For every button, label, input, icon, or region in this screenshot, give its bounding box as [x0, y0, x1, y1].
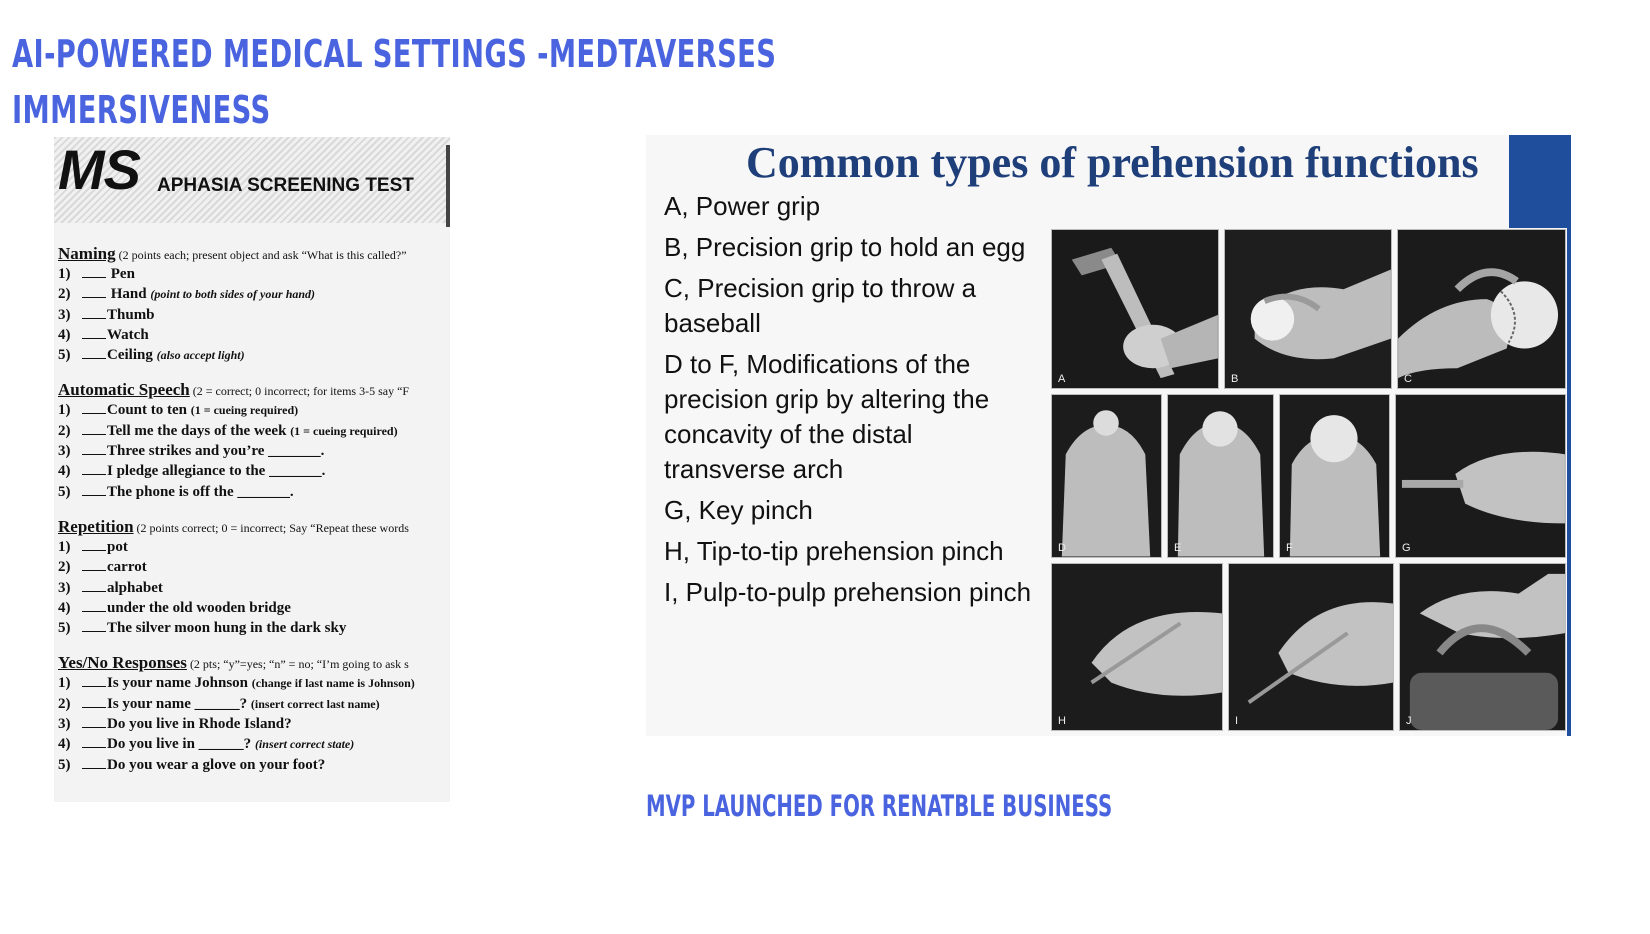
- list-item: [58, 557, 450, 577]
- item-number: 1): [58, 266, 71, 282]
- list-item: [58, 734, 450, 754]
- item-note: (insert correct state): [254, 737, 355, 752]
- item-text: carrot: [107, 559, 147, 576]
- list-item: [58, 482, 450, 502]
- list-item: G, Key pinch: [664, 495, 813, 525]
- item-text: The phone is off the _______.: [107, 483, 294, 500]
- section-description: (2 points correct; 0 = incorrect; Say “Repeat these words: [136, 520, 409, 535]
- item-number: 5): [58, 620, 71, 637]
- section-title: Yes/No Responses: [58, 653, 187, 673]
- item-number: 1): [58, 675, 71, 692]
- egg-grip-illustration: [1225, 230, 1391, 388]
- item-number: 5): [58, 756, 71, 773]
- list-item: [58, 441, 450, 461]
- list-item: [58, 284, 450, 304]
- list-item: [58, 305, 450, 325]
- accent-block: [1509, 135, 1571, 228]
- photo-label: J: [1406, 715, 1412, 727]
- bag-handle-illustration: [1400, 564, 1565, 730]
- answer-blank[interactable]: [82, 422, 106, 435]
- answer-blank[interactable]: [82, 735, 106, 748]
- answer-blank[interactable]: [82, 558, 106, 571]
- precision-grip-e-photo: [1167, 394, 1274, 558]
- answer-blank[interactable]: [82, 599, 106, 612]
- item-number: 3): [58, 443, 71, 460]
- header-divider: [446, 145, 450, 227]
- item-number: 5): [58, 483, 71, 500]
- answer-blank[interactable]: [82, 401, 106, 414]
- aphasia-header: [54, 137, 450, 223]
- aphasia-logo: MS: [58, 138, 140, 201]
- list-item: [58, 714, 450, 734]
- item-number: 3): [58, 716, 71, 733]
- list-item: [58, 264, 450, 284]
- item-number: 4): [58, 599, 71, 616]
- item-number: 2): [58, 422, 71, 439]
- section-title: Naming: [58, 244, 116, 263]
- item-number: 2): [58, 559, 71, 576]
- baseball-grip-photo: [1397, 229, 1566, 389]
- section-naming: [58, 245, 450, 365]
- key-pinch-illustration: [1396, 395, 1565, 557]
- item-text: Watch: [107, 326, 149, 343]
- section-yes-no-responses: [58, 654, 450, 774]
- photo-label: D: [1058, 542, 1066, 554]
- answer-blank[interactable]: [82, 579, 106, 592]
- item-text: Count to ten: [107, 402, 188, 419]
- item-number: 4): [58, 326, 71, 343]
- answer-blank[interactable]: [82, 538, 106, 551]
- item-text: Hand: [110, 286, 147, 303]
- answer-blank[interactable]: [82, 715, 106, 728]
- item-text: Ceiling: [107, 347, 153, 364]
- answer-blank[interactable]: [82, 462, 106, 475]
- section-repetition: [58, 518, 450, 638]
- list-item: [58, 755, 450, 775]
- item-text: I pledge allegiance to the _______.: [107, 463, 326, 480]
- item-number: 3): [58, 306, 71, 323]
- item-number: 2): [58, 286, 71, 303]
- baseball-grip-illustration: [1398, 230, 1565, 388]
- item-text: Do you live in ______?: [107, 736, 252, 753]
- section-heading: [58, 381, 450, 400]
- list-item: B, Precision grip to hold an egg: [664, 232, 1026, 262]
- ball-grip-e-illustration: [1168, 395, 1273, 557]
- item-number: 1): [58, 402, 71, 419]
- list-item: [58, 345, 450, 365]
- item-text: alphabet: [107, 579, 163, 596]
- item-text: The silver moon hung in the dark sky: [107, 620, 347, 637]
- list-item: D to F, Modifications of the precision grip by altering the concavity of the distal transverse arch: [664, 349, 990, 484]
- answer-blank[interactable]: [82, 695, 106, 708]
- section-automatic-speech: [58, 381, 450, 501]
- aphasia-title: APHASIA SCREENING TEST: [157, 175, 414, 196]
- list-item: [58, 461, 450, 481]
- list-item: I, Pulp-to-pulp prehension pinch: [664, 577, 1032, 607]
- section-description: (2 = correct; 0 incorrect; for items 3-5 say “F: [192, 384, 410, 399]
- photo-label: G: [1402, 542, 1411, 554]
- item-number: 4): [58, 463, 71, 480]
- section-heading: [58, 245, 450, 264]
- section-description: (2 points each; present object and ask “What is this called?”: [118, 248, 407, 262]
- slide-caption: MVP LAUNCHED FOR RENATBLE BUSINESS: [646, 789, 1113, 823]
- photo-label: E: [1174, 542, 1182, 554]
- answer-blank[interactable]: [82, 346, 106, 359]
- aphasia-test-document: [54, 137, 450, 802]
- grip-photo-grid: [1051, 229, 1566, 731]
- photo-label: H: [1058, 715, 1066, 727]
- item-number: 1): [58, 538, 71, 555]
- answer-blank[interactable]: [82, 674, 106, 687]
- answer-blank[interactable]: [82, 442, 106, 455]
- list-item: [58, 537, 450, 557]
- item-text: Do you live in Rhode Island?: [107, 716, 292, 733]
- section-description: (2 pts; “y”=yes; “n” = no; “I’m going to ask s: [189, 657, 409, 672]
- precision-grip-f-photo: [1279, 394, 1390, 558]
- answer-blank[interactable]: [82, 306, 106, 319]
- list-item: [58, 578, 450, 598]
- item-note: (insert correct last name): [250, 696, 380, 711]
- section-heading: [58, 518, 450, 537]
- item-number: 2): [58, 695, 71, 712]
- list-item: [58, 598, 450, 618]
- item-note: (change if last name is Johnson): [251, 676, 415, 691]
- list-item: [58, 325, 450, 345]
- hammer-grip-illustration: [1052, 230, 1218, 388]
- list-item: [58, 694, 450, 714]
- egg-grip-photo: [1224, 229, 1392, 389]
- item-number: 4): [58, 736, 71, 753]
- aphasia-body: [58, 245, 450, 791]
- item-text: pot: [107, 538, 128, 555]
- section-title: Automatic Speech: [58, 380, 190, 400]
- item-note: (also accept light): [156, 348, 245, 363]
- item-text: Is your name ______?: [107, 695, 248, 712]
- pulp-pinch-illustration: [1229, 564, 1393, 730]
- item-number: 3): [58, 579, 71, 596]
- list-item: C, Precision grip to throw a baseball: [664, 273, 977, 338]
- power-grip-photo: [1051, 229, 1219, 389]
- photo-label: F: [1286, 542, 1293, 554]
- key-pinch-photo: [1395, 394, 1566, 558]
- list-item: H, Tip-to-tip prehension pinch: [664, 536, 1004, 566]
- item-number: 5): [58, 347, 71, 364]
- answer-blank[interactable]: [82, 483, 106, 496]
- item-text: Is your name Johnson: [107, 675, 249, 692]
- prehension-slide: [646, 135, 1571, 736]
- photo-label: A: [1058, 373, 1066, 385]
- precision-grip-d-photo: [1051, 394, 1162, 558]
- slide-title: [12, 26, 776, 138]
- tip-pinch-illustration: [1052, 564, 1222, 730]
- photo-label: B: [1231, 373, 1239, 385]
- hook-grip-photo: [1399, 563, 1566, 731]
- ball-grip-f-illustration: [1280, 395, 1389, 557]
- section-title: Repetition: [58, 516, 134, 536]
- list-item: [58, 618, 450, 638]
- prehension-list: [664, 189, 1036, 616]
- accent-line: [1567, 228, 1571, 736]
- answer-blank[interactable]: [82, 756, 106, 769]
- slide-title-line-2: IMMERSIVENESS: [12, 88, 271, 132]
- item-text: Three strikes and you’re _______.: [107, 443, 325, 460]
- item-text: under the old wooden bridge: [107, 599, 291, 616]
- item-note: (1 = cueing required): [290, 423, 398, 438]
- prehension-title: Common types of prehension functions: [746, 138, 1479, 187]
- answer-blank[interactable]: [82, 326, 106, 339]
- item-text: Tell me the days of the week: [107, 422, 287, 439]
- item-note: (1 = cueing required): [190, 403, 299, 418]
- answer-blank[interactable]: [82, 265, 106, 278]
- pulp-to-pulp-pinch-photo: [1228, 563, 1394, 731]
- list-item: [58, 421, 450, 441]
- item-text: Do you wear a glove on your foot?: [107, 756, 326, 773]
- item-text: Thumb: [107, 306, 155, 323]
- answer-blank[interactable]: [82, 619, 106, 632]
- list-item: [58, 673, 450, 693]
- tip-to-tip-pinch-photo: [1051, 563, 1223, 731]
- ball-grip-d-illustration: [1052, 395, 1161, 557]
- slide-title-line-1: AI-POWERED MEDICAL SETTINGS -MEDTAVERSES: [12, 32, 777, 76]
- photo-label: C: [1404, 373, 1412, 385]
- list-item: A, Power grip: [664, 191, 821, 221]
- section-heading: [58, 654, 450, 673]
- item-text: Pen: [110, 266, 135, 282]
- answer-blank[interactable]: [82, 285, 106, 298]
- item-note: (point to both sides of your hand): [150, 287, 316, 302]
- photo-label: I: [1235, 715, 1239, 727]
- list-item: [58, 400, 450, 420]
